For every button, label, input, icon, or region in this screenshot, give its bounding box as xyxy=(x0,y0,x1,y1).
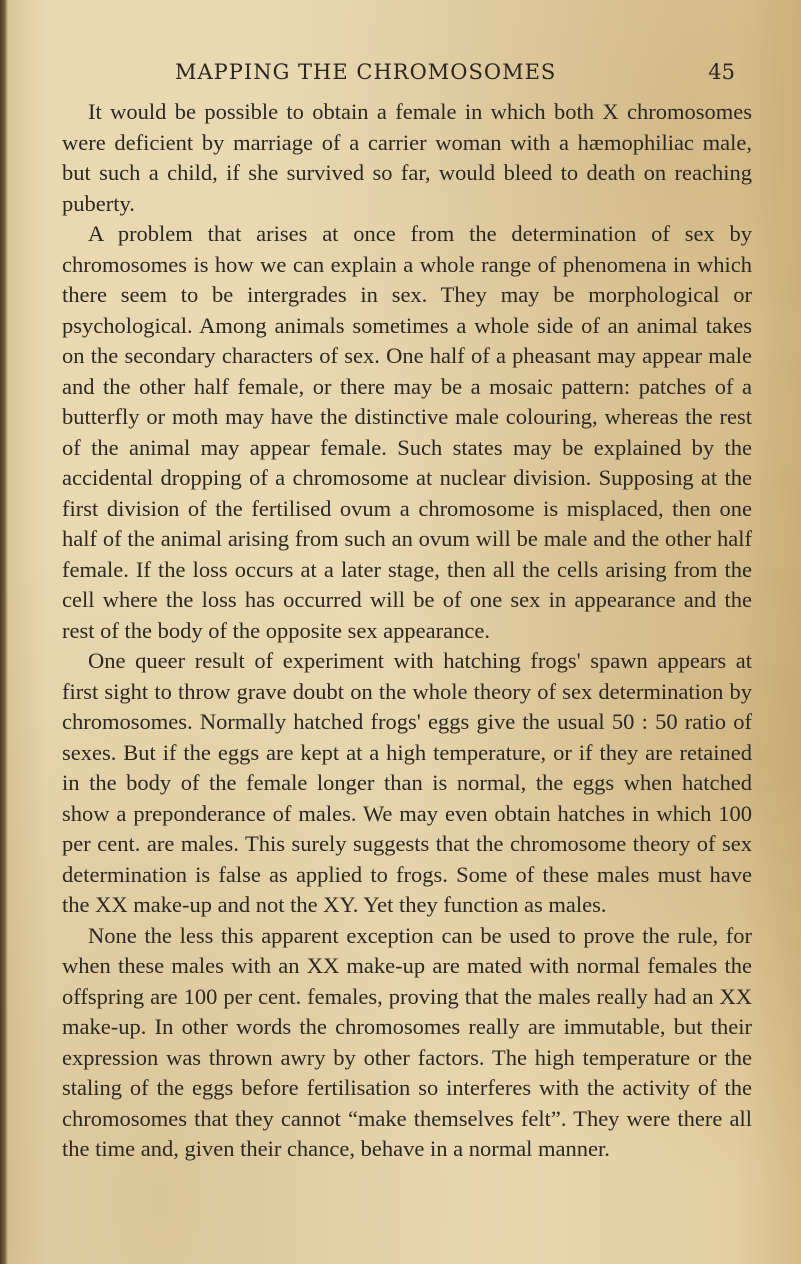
paragraph: None the less this apparent exception can be used to prove the rule, for when these males with an XX make-up are mated with normal females the offspring are 100 per cent. females, proving that the males really had an XX make-up. In other words the chromosomes really are immutable, but their expression was thrown awry by other factors. The high temperature or the staling of the eggs before fertilisation so interferes with the activity of the chromosomes that they cannot “make themselves felt”. They were there all the time and, given their chance, behave in a normal manner. xyxy=(62,922,752,1161)
page-header xyxy=(175,60,735,94)
body-text xyxy=(62,97,752,1165)
page-number: 45 xyxy=(708,60,735,84)
paragraph: A problem that arises at once from the determination of sex by chromosomes is how we can explain a whole range of phenomena in which there seem to be intergrades in sex. They may be morphological or psychological. Among animals sometimes a whole side of an animal takes on the secondary characters of sex. One half of a pheasant may appear male and the other half female, or there may be a mosaic pattern: patches of a butterfly or moth may have the distinctive male colouring, whereas the rest of the animal may appear female. Such states may be explained by the accidental dropping of a chromosome at nuclear division. Supposing at the first division of the fertilised ovum a chromosome is misplaced, then one half of the animal arising from such an ovum will be male and the other half female. If the loss occurs at a later stage, then all the cells arising from the cell where the loss has occurred will be of one sex in appearance and the rest of the body of the opposite sex appearance. xyxy=(62,221,752,643)
running-head: MAPPING THE CHROMOSOMES xyxy=(175,60,557,84)
paragraph: It would be possible to obtain a female in which both X chromosomes were deficient by marriage of a carrier woman with a hæmophiliac male, but such a child, if she survived so far, would bleed to death on reaching puberty. xyxy=(62,99,752,216)
paragraph: One queer result of experiment with hatching frogs' spawn appears at first sight to throw grave doubt on the whole theory of sex determination by chromosomes. Normally hatched frogs' eggs give the usual 50 : 50 ratio of sexes. But if the eggs are kept at a high temperature, or if they are retained in the body of the female longer than is normal, the eggs when hatched show a preponderance of males. We may even obtain hatches in which 100 per cent. are males. This surely suggests that the chromosome theory of sex determination is false as applied to frogs. Some of these males must have the XX make-up and not the XY. Yet they function as males. xyxy=(62,648,752,917)
binding-edge xyxy=(0,0,8,1264)
